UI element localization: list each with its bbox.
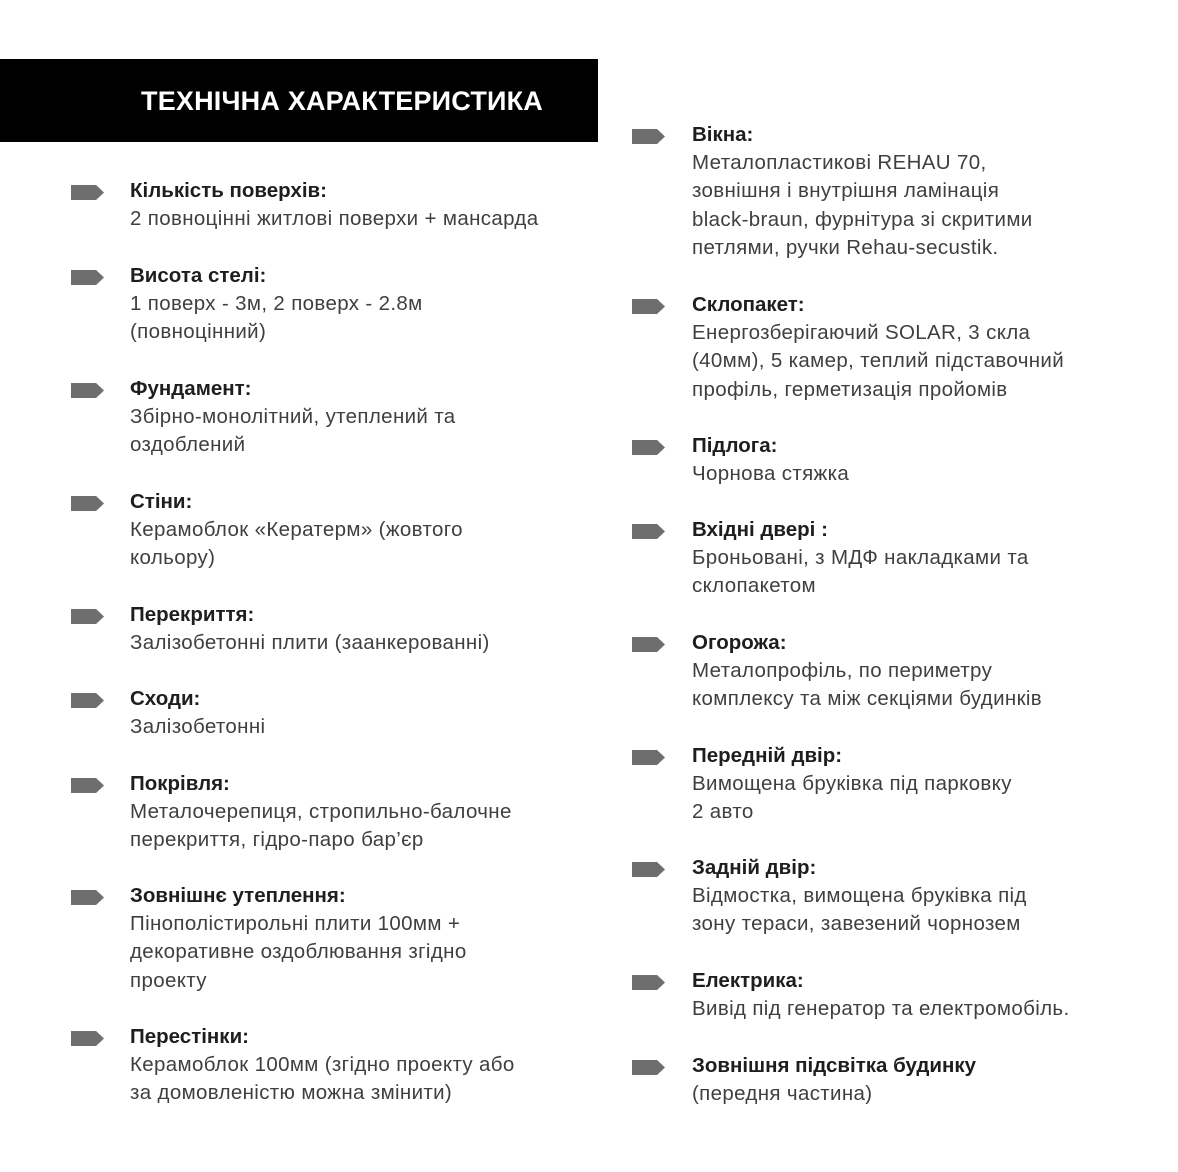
tag-arrow-icon bbox=[71, 496, 104, 511]
tag-arrow-icon bbox=[71, 778, 104, 793]
tag-arrow-icon bbox=[71, 693, 104, 708]
spec-label: Сходи: bbox=[130, 687, 201, 710]
spec-label: Вхідні двері : bbox=[692, 518, 828, 541]
spec-value: Металопластикові REHAU 70, зовнішня і внутрішня ламінація black-braun, фурнітура зі скритими петлями, ручки Rehau-secustik. bbox=[692, 151, 1033, 259]
spec-label: Передній двір: bbox=[692, 744, 843, 767]
tag-arrow-icon bbox=[71, 1031, 104, 1046]
tag-arrow-icon bbox=[632, 524, 665, 539]
spec-value: Вивід під генератор та електромобіль. bbox=[692, 997, 1070, 1020]
spec-label: Стіни: bbox=[130, 490, 193, 513]
tag-arrow-icon bbox=[632, 1060, 665, 1075]
spec-label: Зовнішнє утеплення: bbox=[130, 884, 346, 907]
spec-value: Чорнова стяжка bbox=[692, 462, 850, 485]
spec-label: Склопакет: bbox=[692, 293, 805, 316]
spec-label: Вікна: bbox=[692, 123, 754, 146]
spec-label: Фундамент: bbox=[130, 377, 252, 400]
spec-value: Залізобетонні bbox=[130, 715, 266, 738]
spec-value: Пінополістирольні плити 100мм + декоративне оздоблювання згідно проекту bbox=[130, 912, 467, 992]
spec-label: Висота стелі: bbox=[130, 264, 267, 287]
spec-value: 1 поверх - 3м, 2 поверх - 2.8м (повноцінний) bbox=[130, 292, 423, 344]
tag-arrow-icon bbox=[632, 750, 665, 765]
spec-label: Електрика: bbox=[692, 969, 804, 992]
spec-value: Металопрофіль, по периметру комплексу та між секціями будинків bbox=[692, 659, 1043, 711]
tag-arrow-icon bbox=[71, 383, 104, 398]
spec-label: Зовнішня підсвітка будинку bbox=[692, 1054, 977, 1077]
spec-value: Металочерепиця, стропильно-балочне перекриття, гідро-паро бар’єр bbox=[130, 800, 512, 852]
spec-value: Броньовані, з МДФ накладками та склопакетом bbox=[692, 546, 1029, 598]
spec-value: Енергозберігаючий SOLAR, 3 скла (40мм), 5 камер, теплий підставочний профіль, герметизація пройомів bbox=[692, 321, 1065, 401]
spec-value: Керамоблок 100мм (згідно проекту або за домовленістю можна змінити) bbox=[130, 1053, 515, 1105]
spec-label: Покрівля: bbox=[130, 772, 230, 795]
tag-arrow-icon bbox=[632, 975, 665, 990]
spec-label: Перестінки: bbox=[130, 1025, 249, 1048]
spec-value: Вимощена бруківка під парковку 2 авто bbox=[692, 772, 1012, 824]
spec-label: Підлога: bbox=[692, 434, 778, 457]
spec-value: Збірно-монолітний, утеплений та оздоблений bbox=[130, 405, 456, 457]
tag-arrow-icon bbox=[632, 129, 665, 144]
spec-value: (передня частина) bbox=[692, 1082, 873, 1105]
spec-value: 2 повноцінні житлові поверхи + мансарда bbox=[130, 207, 539, 230]
spec-value: Керамоблок «Кератерм» (жовтого кольору) bbox=[130, 518, 463, 570]
spec-label: Кількість поверхів: bbox=[130, 179, 327, 202]
spec-label: Задній двір: bbox=[692, 856, 817, 879]
spec-label: Перекриття: bbox=[130, 603, 255, 626]
tag-arrow-icon bbox=[632, 862, 665, 877]
spec-value: Відмостка, вимощена бруківка під зону тераси, завезений чорнозем bbox=[692, 884, 1027, 936]
tag-arrow-icon bbox=[71, 185, 104, 200]
spec-value: Залізобетонні плити (заанкерованні) bbox=[130, 631, 490, 654]
tag-arrow-icon bbox=[632, 440, 665, 455]
tag-arrow-icon bbox=[632, 299, 665, 314]
page-title: ТЕХНІЧНА ХАРАКТЕРИСТИКА bbox=[141, 86, 543, 116]
tag-arrow-icon bbox=[632, 637, 665, 652]
tag-arrow-icon bbox=[71, 270, 104, 285]
spec-label: Огорожа: bbox=[692, 631, 787, 654]
tag-arrow-icon bbox=[71, 609, 104, 624]
tag-arrow-icon bbox=[71, 890, 104, 905]
